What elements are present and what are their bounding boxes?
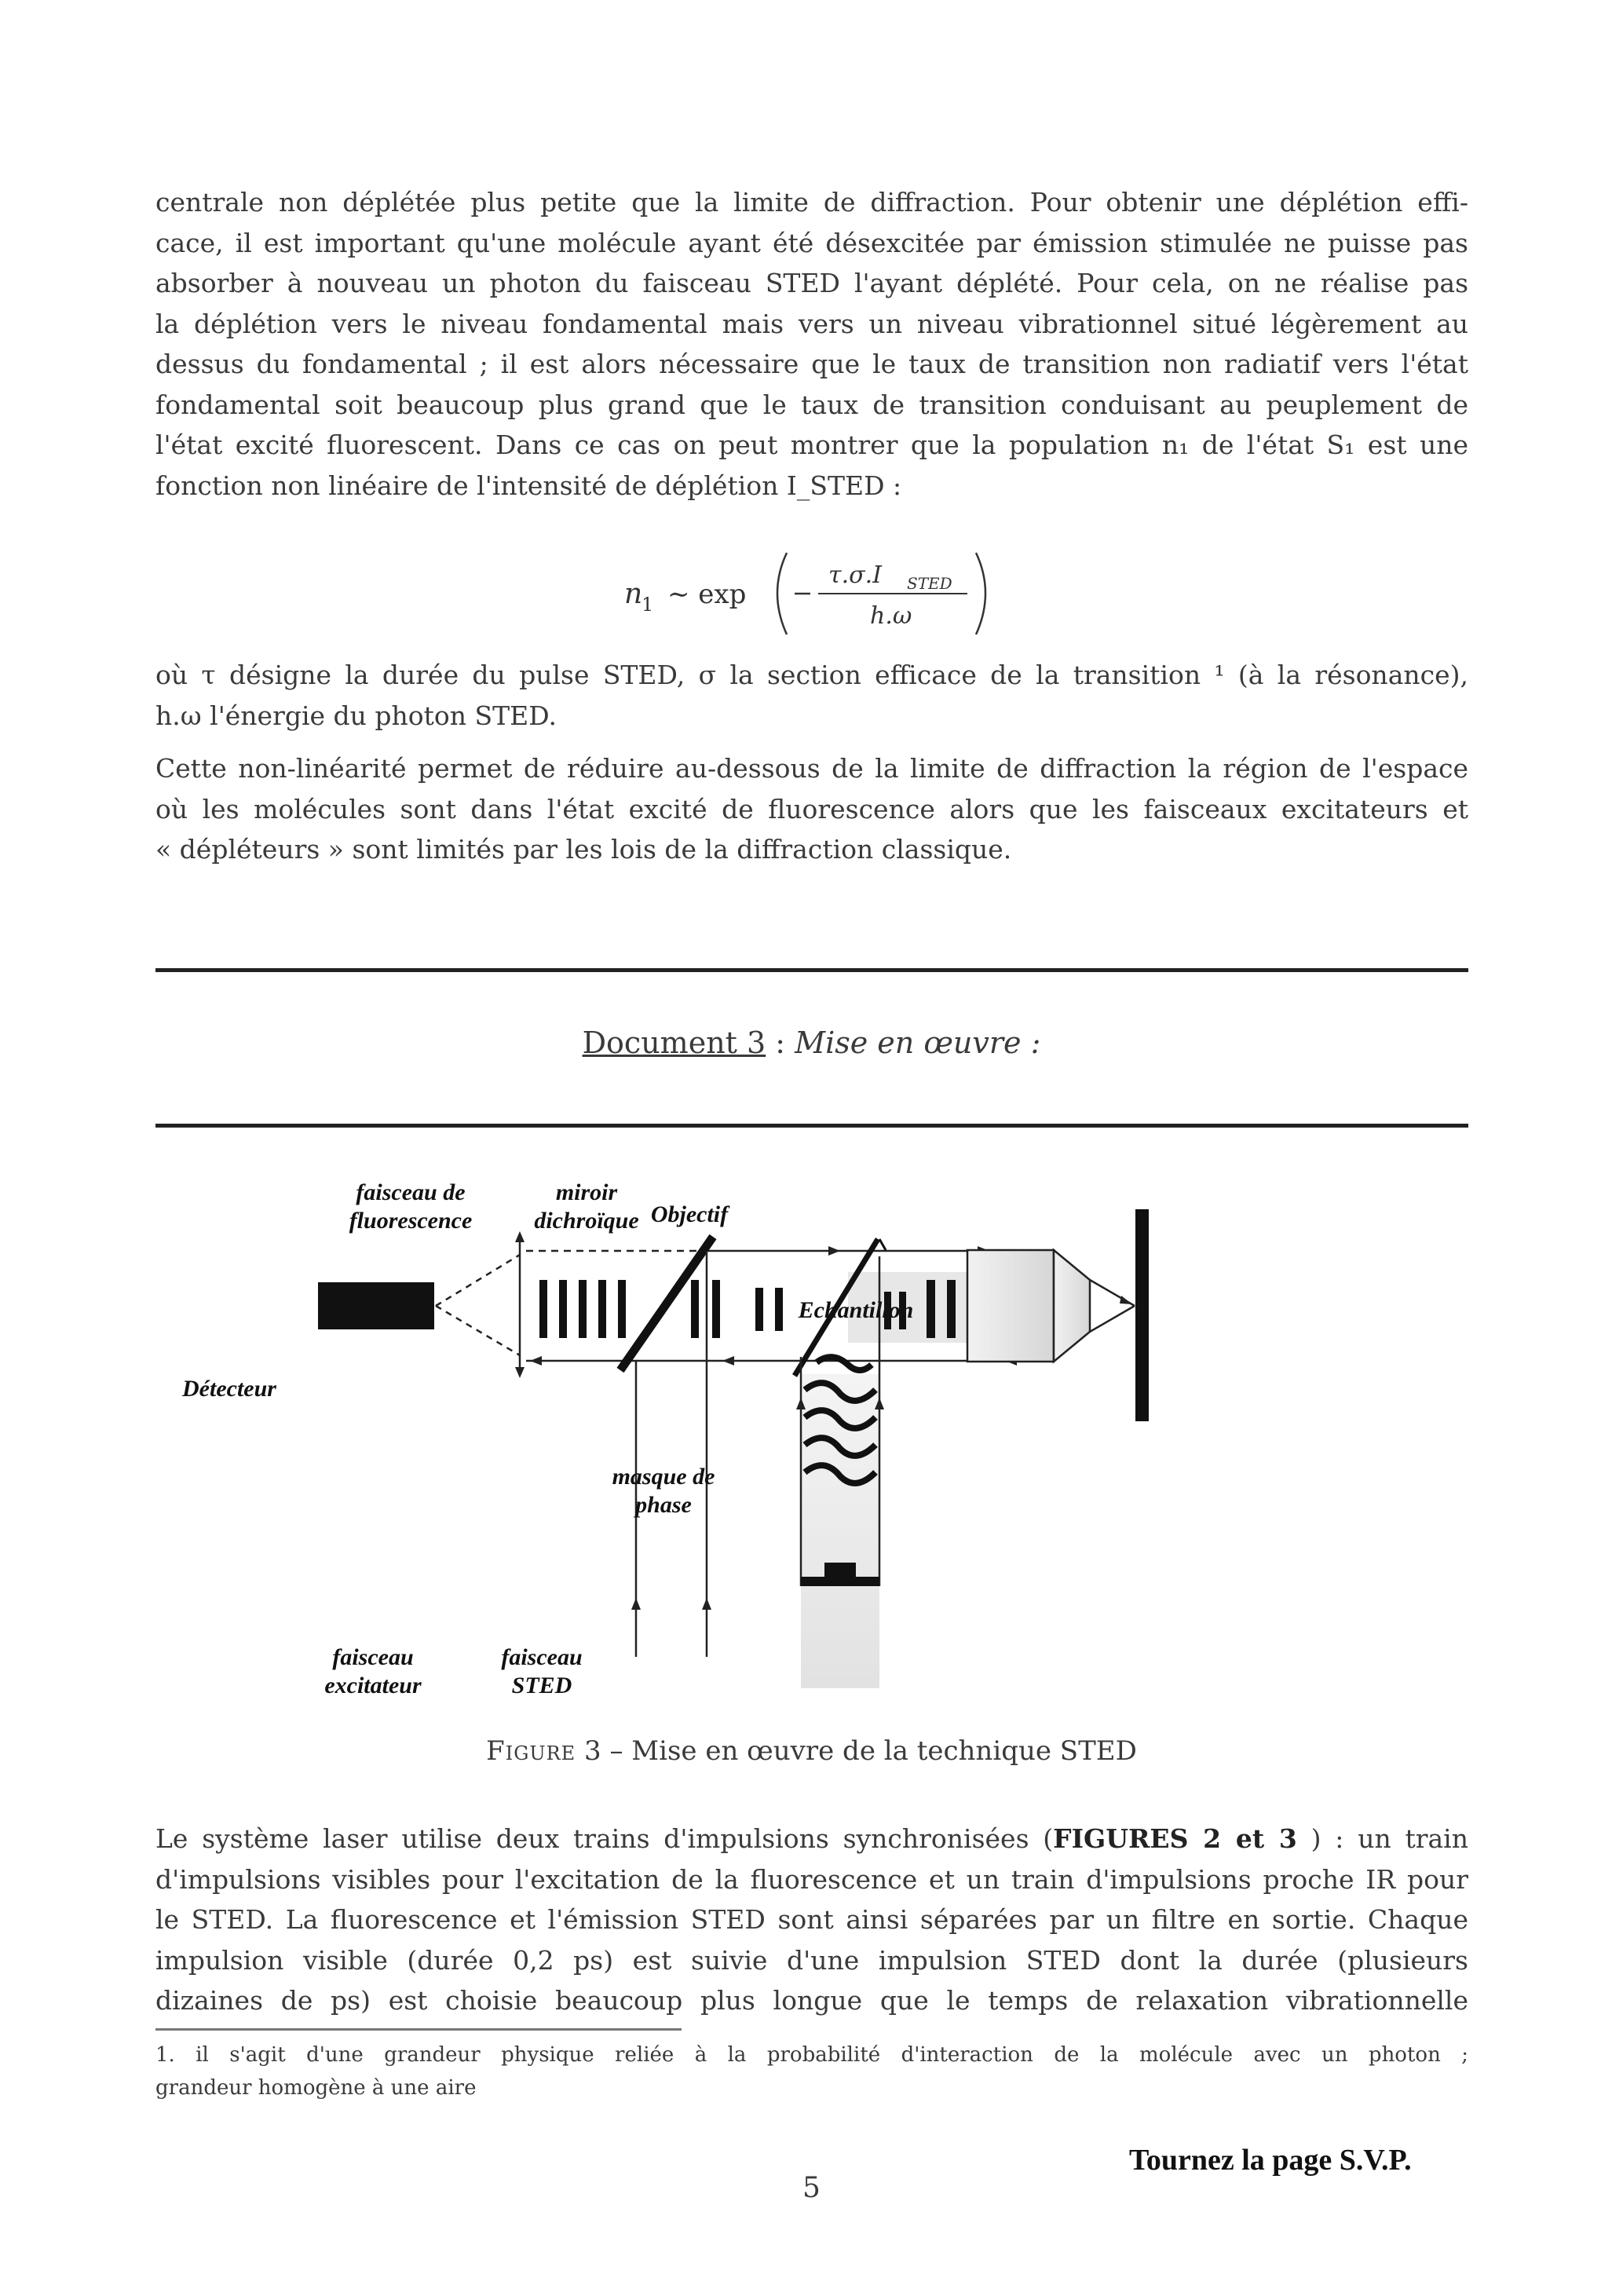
label-masque-2: phase — [635, 1492, 692, 1518]
text-line: dizaines de ps) est choisie beaucoup plus longue que le temps de relaxation vibrationnelle — [155, 1985, 1468, 2016]
text-line: où τ désigne la durée du pulse STED, σ la section efficace de la transition ¹ (à la résonance), — [155, 660, 1468, 690]
label-sted-1: faisceau — [501, 1644, 583, 1670]
footnote-line: 1. il s'agit d'une grandeur physique reliée à la probabilité d'interaction de la molécule avec un photon ; — [155, 2043, 1468, 2067]
sample-plate — [1135, 1209, 1149, 1421]
text-line: la déplétion vers le niveau fondamental mais vers un niveau vibrationnel situé légèrement au — [155, 308, 1468, 339]
text-line: dessus du fondamental ; il est alors nécessaire que le taux de transition non radiatif vers l'état — [155, 349, 1468, 379]
text-line: absorber à nouveau un photon du faisceau STED l'ayant déplété. Pour cela, on ne réalise pas — [155, 268, 1468, 298]
label-excitateur-2: excitateur — [324, 1673, 422, 1698]
detector-block — [318, 1282, 434, 1329]
caption-text: 3 – Mise en œuvre de la technique STED — [576, 1735, 1137, 1767]
label-miroir-2: dichroïque — [534, 1208, 639, 1234]
eq-lhs: n — [624, 578, 643, 610]
text-line: centrale non déplétée plus petite que la limite de diffraction. Pour obtenir une déplétion effi- — [155, 187, 1468, 218]
left-paren — [777, 553, 787, 634]
label-echantillon: Echantillon — [798, 1297, 914, 1323]
text-line: l'état excité fluorescent. Dans ce cas on peut montrer que la population n₁ de l'état S₁ est une — [155, 430, 1468, 460]
dichroic-mirror-1 — [620, 1237, 713, 1370]
document-label: Document 3 — [582, 1026, 766, 1060]
text-line: où les molécules sont dans l'état excité de fluorescence alors que les faisceaux excitateurs et — [155, 793, 1468, 824]
paragraph-non-linearity — [155, 748, 1468, 870]
pulse-train-excitation — [691, 1280, 783, 1338]
sted-setup-figure — [182, 1162, 1335, 1727]
text-line: fonction non linéaire de l'intensité de déplétion I_STED : — [155, 470, 902, 501]
label-sted-2: STED — [511, 1673, 572, 1698]
arrow-right-icon — [828, 1246, 840, 1256]
phase-mask-step — [824, 1563, 856, 1578]
paragraph-tau-sigma — [155, 655, 1468, 736]
footnote — [155, 2038, 1468, 2104]
paragraph-depletion — [155, 182, 1468, 506]
arrow-left-icon — [722, 1356, 734, 1366]
eq-relation: ∼ exp — [667, 579, 747, 610]
eq-numerator: τ.σ.I — [828, 561, 882, 589]
label-masque-1: masque de — [612, 1464, 715, 1490]
right-paren — [976, 553, 985, 634]
arrow-up-icon — [631, 1598, 641, 1610]
caption-figure-word: Figure — [486, 1735, 576, 1767]
text-line: impulsion visible (durée 0,2 ps) est suivie d'une impulsion STED dont la durée (plusieurs — [155, 1944, 1468, 1976]
equation-graphic — [612, 542, 1005, 644]
bottom-rule — [155, 1124, 1468, 1128]
document-title — [0, 1026, 1623, 1060]
eq-numerator-sub: STED — [907, 574, 952, 593]
text-line: cace, il est important qu'une molécule ayant été désexcitée par émission stimulée ne puisse pas — [155, 227, 1468, 258]
label-excitateur-1: faisceau — [332, 1644, 414, 1670]
arrow-down-icon — [515, 1367, 525, 1378]
text-line: le STED. La fluorescence et l'émission STED sont ainsi séparées par un filtre en sortie. Chaque — [155, 1904, 1468, 1935]
sted-diagram — [182, 1162, 1335, 1727]
top-rule — [155, 968, 1468, 972]
turn-page-note: Tournez la page S.V.P. — [1129, 2144, 1412, 2177]
pulse-train-fluo — [539, 1280, 626, 1338]
footnote-line: grandeur homogène à une aire — [155, 2076, 477, 2100]
objective-body — [967, 1250, 1054, 1362]
document-subtitle: Mise en œuvre : — [795, 1026, 1041, 1060]
objective-tip — [1054, 1250, 1090, 1362]
equation-n1 — [612, 542, 1005, 644]
text-line: « dépléteurs » sont limités par les lois de la diffraction classique. — [155, 834, 1012, 865]
detector-cone-bottom — [436, 1306, 520, 1355]
eq-denominator: h.ω — [870, 602, 912, 630]
text-line — [155, 1819, 1468, 1859]
text-line: Cette non-linéarité permet de réduire au-dessous de la limite de diffraction la région de l'espace — [155, 753, 1468, 784]
arrow-up-icon — [702, 1598, 711, 1610]
label-objectif: Objectif — [650, 1201, 729, 1227]
label-faisceau-fluo-2: fluorescence — [349, 1208, 473, 1234]
eq-lhs-sub: 1 — [642, 594, 654, 616]
arrow-left-icon — [530, 1356, 542, 1366]
text-line: fondamental soit beaucoup plus grand que le taux de transition conduisant au peuplement de — [155, 389, 1468, 420]
focus-bottom — [1090, 1306, 1135, 1332]
figure-caption — [0, 1735, 1623, 1767]
document-separator: : — [766, 1026, 795, 1060]
text-line: h.ω l'énergie du photon STED. — [155, 700, 557, 731]
figures-reference: FIGURES 2 et 3 — [1053, 1823, 1297, 1854]
text-after-bold: ) : un train — [1296, 1823, 1468, 1854]
label-miroir-1: miroir — [555, 1179, 618, 1205]
detector-cone-top — [436, 1255, 520, 1306]
label-faisceau-fluo-1: faisceau de — [356, 1179, 466, 1205]
paragraph-laser-system — [155, 1819, 1468, 2021]
label-detecteur: Détecteur — [182, 1376, 276, 1402]
footnote-rule — [155, 2028, 682, 2031]
text-before-bold: Le système laser utilise deux trains d'impulsions synchronisées ( — [155, 1823, 1054, 1854]
arrow-up-icon — [515, 1231, 525, 1242]
arrow-right-icon — [1120, 1296, 1132, 1304]
page-number: 5 — [802, 2172, 821, 2204]
text-line: d'impulsions visibles pour l'excitation de la fluorescence et un train d'impulsions proche IR pour — [155, 1863, 1468, 1895]
